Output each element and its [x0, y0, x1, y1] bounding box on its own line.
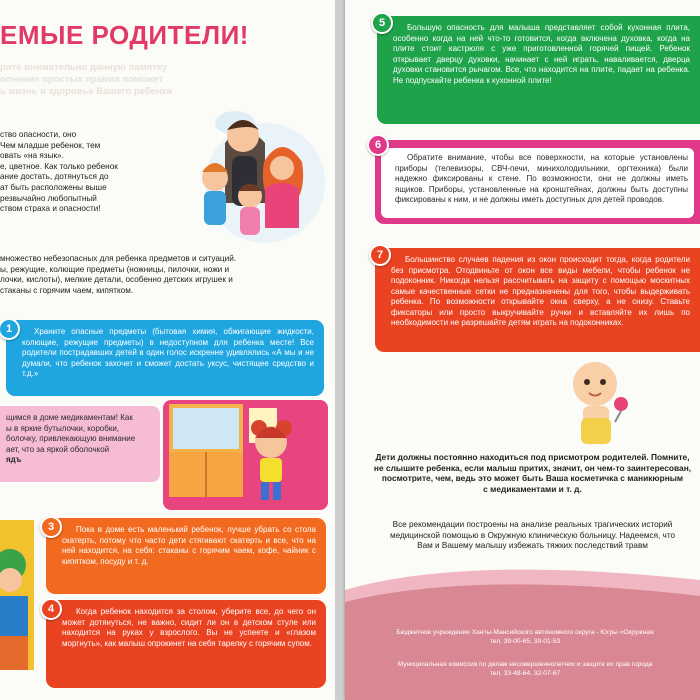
text-line: ы, режущие, колющие предметы (ножницы, пилочки, ножи и [0, 264, 230, 274]
text-line: Муниципальная комиссия по делам несовершеннолетних и защите их прав города [397, 661, 653, 668]
text-line: ает, что за яркой оболочкой [6, 444, 110, 454]
tip-card-5 [377, 16, 700, 124]
tip-number-3: 3 [40, 516, 62, 538]
faint-line: рите внимательно данную памятку [0, 62, 167, 73]
text-line: ат быть расположены выше [0, 182, 107, 192]
text-line: не слышите ребенка, если малыш притих, значит, он чем-то заинтересован, [373, 462, 692, 473]
text-line: ание достать, дотянуться до [0, 172, 109, 182]
tip-card-2 [0, 406, 160, 482]
page-title: ЕМЫЕ РОДИТЕЛИ! [0, 20, 249, 50]
faint-line: олнение простых правил поможет [0, 74, 163, 85]
tip-card-6 [375, 140, 700, 224]
text-line: овать «на язык». [0, 151, 64, 161]
baby-illustration [563, 356, 633, 448]
page-gutter [335, 0, 345, 700]
text-line: Чем младше ребенок, тем [0, 140, 101, 150]
text-line: Вам и Вашему малышу избежать тяжких последствий травм [417, 541, 648, 551]
text-line: Дети должны постоянно находиться под присмотром родителей. Помните, [375, 452, 690, 462]
faint-line: ь жизнь и здоровье Вашего ребенка [0, 86, 172, 97]
text-line: множество небезопасных для ребенка предметов и ситуаций. [0, 254, 237, 263]
tip-number-4: 4 [40, 598, 62, 620]
text-line: щимся в доме медикаментам! Как [6, 413, 133, 422]
tip-text: Большую опасность для малыша представляет собой кухонная плита, особенно когда на ней что-то готовится, когда включена духовка, когда на плите стоит кастрюля с уже приготовленной горячей пищей. Ребенок открывает дверцу духовки, начинает с ней играть, наваливается, дверца духовки становится рычагом. Все, что находится на плите, падает на ребенка. Не подпускайте ребенка к кухонной плите! [393, 23, 690, 85]
tip-text: Большинство случаев падения из окон происходит тогда, когда родители без присмотра. Отодвиньте от окон все виды мебели, чтобы ребенок не подоконник. Никогда нельзя рассчитывать на защиту с помощью москитных самые качественные сетки не предназначены для того, чтобы выдерживать ребенка. По возможности открывайте окна сверху, а не снизу. Ставьте фиксаторы или просто выкручивайте ручки и вставляйте их лишь по необходимости не разрешайте детям играть на подоконниках. [391, 255, 690, 327]
boy-illustration [0, 520, 34, 670]
text-line: ядъ [6, 455, 22, 464]
tip-card-7 [375, 248, 700, 352]
footer-organization-1 [360, 628, 690, 646]
text-line: лочки, кислоты), мелкие детали, особенно детских игрушек и [0, 275, 233, 285]
intro-paragraph [0, 130, 175, 215]
text-line: тел. 39-00-65, 39-01-53 [489, 638, 561, 645]
text-line: медицинской помощью в Окружную клиническую больницу. Надеемся, что [389, 530, 676, 540]
tip-number-7: 7 [369, 244, 391, 266]
left-page [0, 0, 335, 700]
tip-card-3 [46, 518, 326, 594]
recommendations-text [365, 520, 700, 552]
text-line: посмотрите, чем, ведь это может быть Ваша косметичка с маникюрным [381, 473, 684, 484]
dangers-paragraph [0, 254, 330, 296]
text-line: с медикаментами и т. д. [483, 483, 582, 494]
tip-card-4 [46, 600, 326, 688]
text-line: ство опасности, оно [0, 130, 77, 139]
footer-organization-2 [360, 660, 690, 678]
tip-number-6: 6 [367, 134, 389, 156]
right-page [345, 0, 700, 700]
tip-text: Обратите внимание, чтобы все поверхности, на которые установлены приборы (телевизоры, СВЧ-печи, минихолодильники, оргтехника) были надежно фиксированы к стене. По возможности, они не должны иметь ящиков. Приборы, установленные на кронштейнах, должны быть доступны фиксированы к ним, и не должны иметь доступных для детей проводов. [395, 153, 688, 204]
text-line: Все рекомендации построены на анализе реальных трагических историй [392, 520, 673, 529]
text-line: резвычайно любопытный [0, 193, 97, 203]
tip-text: Пока в доме есть маленький ребенок, лучше убрать со стола скатерть, потому что часто дети стягивают скатерть и все, что на ней находится, на себя: стаканы с горячим чаем, кофе, чайник с кипятком, посуду и т. д. [62, 525, 316, 566]
girl-room-illustration [163, 400, 328, 510]
text-line: ством страха и опасности! [0, 204, 101, 214]
family-illustration [170, 88, 330, 248]
text-line: Бюджетное учреждение Ханты-Мансийского автономного округа - Югры «Окружная [396, 629, 654, 636]
supervision-warning [365, 452, 700, 494]
tip-card-1 [6, 320, 324, 396]
tip-text: Храните опасные предметы (бытовая химия, обжигающие жидкости, колющие, режущие предметы) в недоступном для ребенка месте! Все родители пострадавших детей в один голос искренне удивлялись «А мы и не думали, что ребенок захочет и сможет достать уксус, чистящее средство и т.д.» [22, 327, 314, 378]
text-line: ы в яркие бутылочки, коробки, [6, 423, 120, 433]
text-line: стаканы с горячим чаем, кипятком. [0, 285, 134, 295]
tip-text: Когда ребенок находится за столом, уберите все, до чего он может дотянуться, не важно, сидит ли он в детском стуле или находится на руках у взрослого. Вы не успеете и «глазом моргнуть», как малыш опрокинет на себя тарелку с горячим супом. [62, 607, 316, 648]
tip-number-5: 5 [371, 12, 393, 34]
text-line: е, цветное. Как только ребенок [0, 161, 118, 171]
tip-card-6-inner [381, 148, 694, 218]
text-line: болочку, привлекающую внимание [6, 434, 136, 443]
tip-number-1: 1 [0, 318, 20, 340]
text-line: тел. 33-48-64, 32-07-67 [489, 670, 561, 677]
